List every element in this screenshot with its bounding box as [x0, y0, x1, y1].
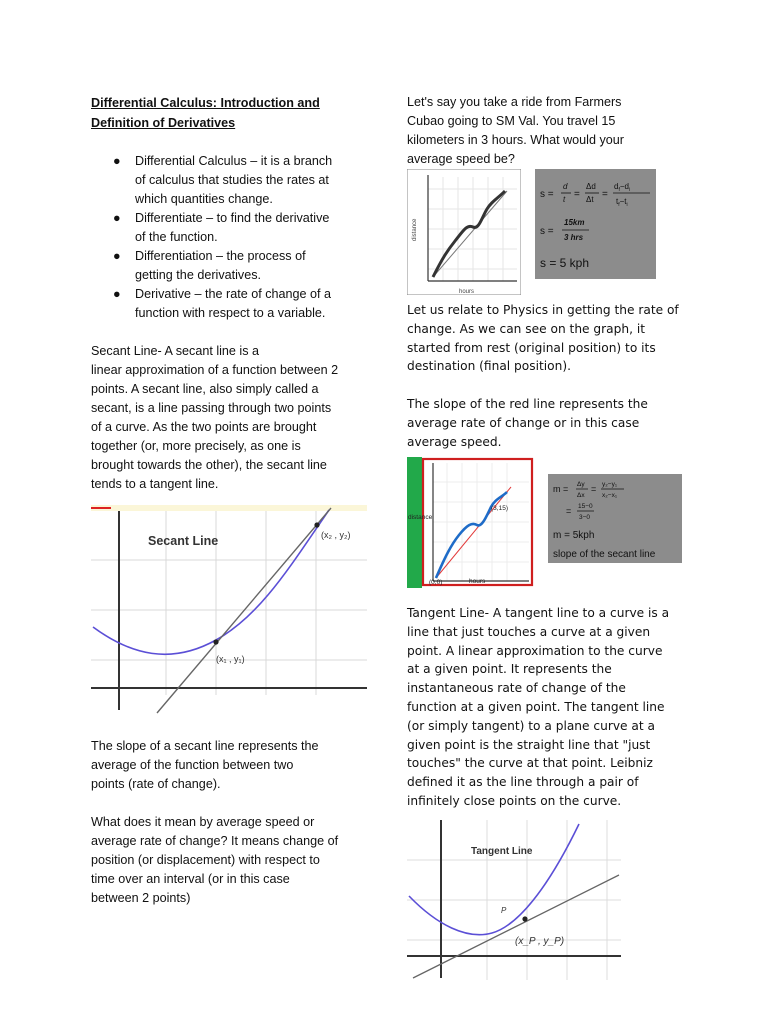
definition-line: function with respect to a variable.	[135, 306, 326, 320]
slope-paragraph	[91, 737, 376, 794]
graph2-ylabel: distance	[408, 514, 433, 521]
text-line: points (rate of change).	[91, 777, 221, 791]
secant-speed-graph	[407, 457, 535, 588]
speed-result: s = 5 kph	[540, 256, 590, 270]
graph2-xlabel: hours	[469, 578, 486, 585]
svg-text:s =: s =	[540, 189, 554, 200]
text-line: Cubao going to SM Val. You travel 15	[407, 114, 616, 128]
svg-text:=: =	[602, 189, 608, 200]
secant-point-1-label: (x₁ , y₁)	[216, 654, 245, 664]
slope-result: m = 5kph	[553, 530, 595, 541]
definitions-list	[91, 152, 376, 323]
average-paragraph	[91, 813, 376, 908]
text-line: Let us relate to Physics in getting the rate of	[407, 303, 679, 317]
text-line: between 2 points)	[91, 891, 191, 905]
slope-caption: slope of the secant line	[553, 549, 656, 560]
secant-figure-title: Secant Line	[148, 534, 219, 548]
definition-line: Derivative – the rate of change of a	[135, 287, 332, 301]
text-line: average speed.	[407, 434, 502, 449]
definition-item	[113, 152, 376, 209]
text-line: of a curve. As the two points are brought	[91, 420, 317, 434]
text-line: The slope of the red line represents the	[407, 397, 648, 412]
definition-line: which quantities change.	[135, 192, 273, 206]
svg-text:d: d	[563, 182, 568, 191]
text-line: point. A linear approximation to the curve	[407, 643, 663, 658]
definition-item	[113, 285, 376, 323]
svg-text:Δd: Δd	[586, 182, 596, 191]
text-line: secant, is a line passing through two points	[91, 401, 332, 415]
text-line: time over an interval (or in this case	[91, 872, 290, 886]
graph2-endpoint: (3,15)	[491, 505, 508, 512]
text-line: What does it mean by average speed or	[91, 815, 315, 829]
text-line: points. A secant line, also simply called a	[91, 382, 319, 396]
speed-formula-box	[535, 169, 656, 279]
text-line: (or simply tangent) to a plane curve at a	[407, 718, 655, 733]
svg-text:3 hrs: 3 hrs	[564, 233, 584, 242]
graph2-origin: (0,0)	[429, 579, 443, 586]
intro-paragraph	[407, 93, 677, 169]
text-line: Secant Line- A secant line is a	[91, 344, 260, 358]
tangent-point-coords: (x_P , y_P)	[515, 936, 565, 947]
text-line: average rate of change? It means change of	[91, 834, 339, 848]
svg-text:df−di: $d_f-d_i$	[614, 182, 631, 193]
text-line: at a given point. It represents the	[407, 662, 612, 677]
bullet: ●	[113, 249, 121, 263]
text-line: change. As we can see on the graph, it	[407, 321, 646, 336]
left-column	[91, 93, 376, 494]
text-line: defined it as the line through a pair of	[407, 775, 639, 790]
text-line: given point is the straight line that "just	[407, 737, 651, 752]
text-line: linear approximation of a function between 2	[91, 363, 339, 377]
svg-text:x₂−x₁: x₂−x₁	[602, 492, 618, 499]
text-line: The slope of a secant line represents the	[91, 739, 319, 753]
graph1-xlabel: hours	[459, 289, 475, 295]
definition-line: Differential Calculus – it is a branch	[135, 154, 333, 168]
svg-text:tf−ti: $t_f-t_i$	[616, 197, 628, 208]
slope-formula-box	[548, 474, 682, 563]
graph1-ylabel: distance	[412, 218, 418, 241]
secant-point-2-label: (x₂ , y₂)	[321, 530, 351, 540]
bullet: ●	[113, 154, 121, 168]
text-line: Let's say you take a ride from Farmers	[407, 95, 622, 109]
tangent-point-label: P	[501, 906, 507, 915]
definition-line: of the function.	[135, 230, 218, 244]
text-line: destination (final position).	[407, 359, 571, 374]
secant-paragraph	[91, 342, 376, 494]
definition-line: Differentiate – to find the derivative	[135, 211, 330, 225]
text-line: touches" the curve at that point. Leibniz	[407, 756, 653, 771]
definition-item	[113, 209, 376, 247]
svg-text:=: =	[566, 506, 572, 516]
text-line: Tangent Line- A tangent line to a curve is a	[407, 606, 670, 620]
svg-text:3−0: 3−0	[579, 514, 591, 521]
tangent-figure-title: Tangent Line	[471, 846, 533, 857]
text-line: together (or, more precisely, as one is	[91, 439, 301, 453]
svg-text:=: =	[591, 484, 597, 494]
secant-line-figure	[91, 505, 367, 715]
text-line: kilometers in 3 hours. What would your	[407, 133, 624, 147]
text-line: tends to a tangent line.	[91, 477, 219, 491]
svg-text:y₂−y₁: y₂−y₁	[602, 481, 618, 488]
secant-line-graph	[91, 505, 367, 715]
section-title-line-2: Definition of Derivatives	[91, 116, 236, 130]
text-line: position (or displacement) with respect to	[91, 853, 320, 867]
definition-item	[113, 247, 376, 285]
svg-text:15−0: 15−0	[578, 503, 593, 510]
svg-text:Δy: Δy	[577, 481, 585, 488]
svg-text:Δt: Δt	[586, 195, 594, 204]
tangent-line-figure	[407, 820, 621, 980]
definition-line: of calculus that studies the rates at	[135, 173, 329, 187]
text-line: average of the function between two	[91, 758, 294, 772]
text-line: brought towards the other), the secant line	[91, 458, 327, 472]
bullet: ●	[113, 211, 121, 225]
text-line: average speed be?	[407, 152, 515, 166]
text-line: started from rest (original position) to its	[407, 340, 656, 355]
section-title-line-1: Differential Calculus: Introduction and	[91, 96, 320, 110]
svg-text:Δx: Δx	[577, 492, 585, 499]
text-line: function at a given point. The tangent line	[407, 699, 665, 714]
svg-text:s =: s =	[540, 226, 554, 237]
definition-line: Differentiation – the process of	[135, 249, 306, 263]
text-line: average rate of change or in this case	[407, 415, 640, 430]
left-bottom-text	[91, 737, 376, 908]
svg-text:15km: 15km	[564, 218, 585, 227]
svg-text:=: =	[574, 189, 580, 200]
svg-text:t: t	[563, 195, 566, 204]
physics-text	[407, 301, 682, 452]
definition-line: getting the derivatives.	[135, 268, 262, 282]
text-line: instantaneous rate of change of the	[407, 681, 626, 696]
tangent-paragraph	[407, 604, 682, 811]
distance-time-graph	[407, 169, 521, 295]
bullet: ●	[113, 287, 121, 301]
svg-text:m =: m =	[553, 484, 569, 494]
text-line: line that just touches a curve at a given	[407, 624, 651, 639]
text-line: infinitely close points on the curve.	[407, 793, 622, 808]
